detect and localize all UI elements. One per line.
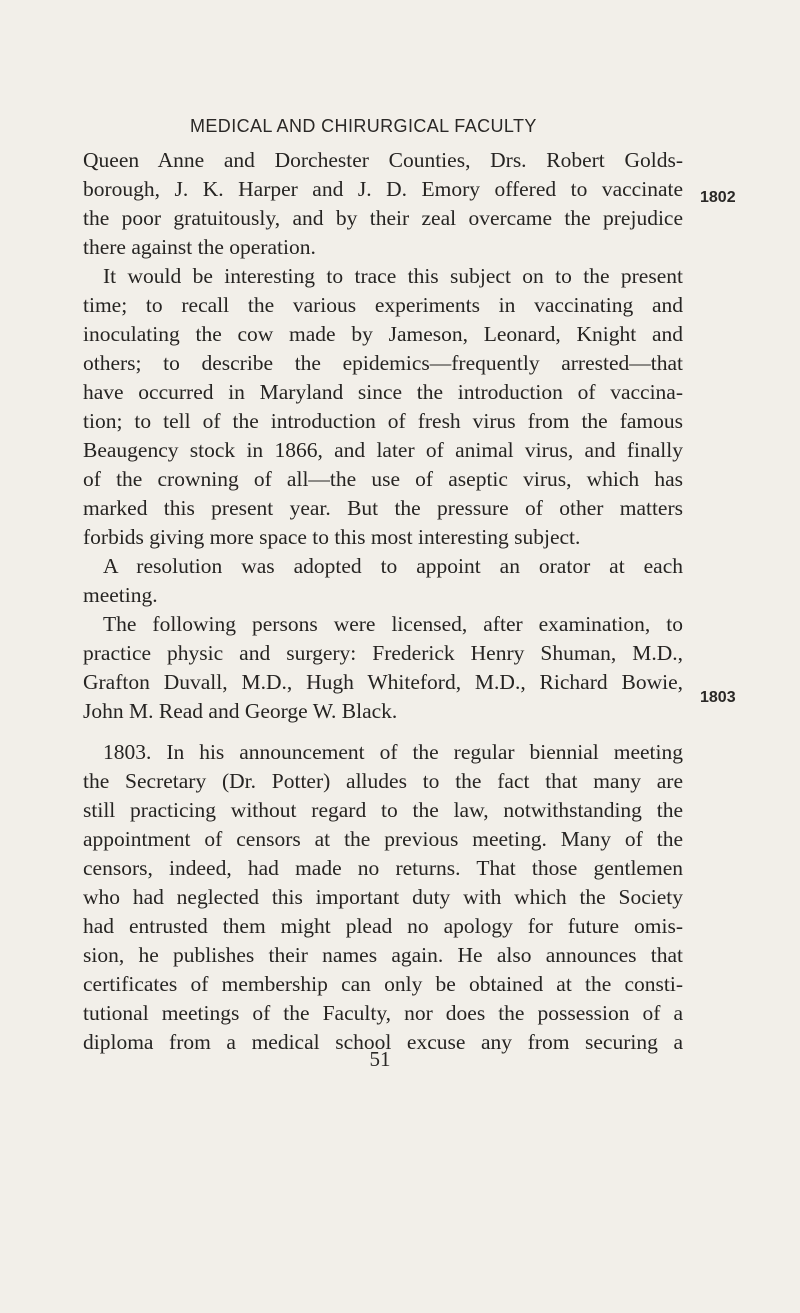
text-line: tutional meetings of the Faculty, nor does the possession of a bbox=[83, 1001, 683, 1025]
body-text bbox=[83, 146, 683, 1057]
text-line: sion, he publishes their names again. He also announces that bbox=[83, 943, 683, 967]
text-line: It would be interesting to trace this subject on to the present bbox=[103, 264, 683, 288]
paragraph bbox=[83, 146, 683, 262]
text-line: Grafton Duvall, M.D., Hugh Whiteford, M.D., Richard Bowie, bbox=[83, 670, 683, 694]
text-line: have occurred in Maryland since the introduction of vaccina- bbox=[83, 380, 683, 404]
text-line: diploma from a medical school excuse any from securing a bbox=[83, 1030, 683, 1054]
text-line: tion; to tell of the introduction of fresh virus from the famous bbox=[83, 409, 683, 433]
page-number: 51 bbox=[369, 1047, 391, 1071]
text-line: of the crowning of all—the use of aseptic virus, which has bbox=[83, 467, 683, 491]
text-line: certificates of membership can only be obtained at the consti- bbox=[83, 972, 683, 996]
text-line: meeting. bbox=[83, 583, 158, 607]
text-line: The following persons were licensed, after examination, to bbox=[103, 612, 683, 636]
paragraph bbox=[83, 262, 683, 552]
paragraph bbox=[83, 610, 683, 726]
text-line: appointment of censors at the previous meeting. Many of the bbox=[83, 827, 683, 851]
text-line: still practicing without regard to the law, notwithstanding the bbox=[83, 798, 683, 822]
text-line: had entrusted them might plead no apology for future omis- bbox=[83, 914, 683, 938]
text-line: time; to recall the various experiments in vaccinating and bbox=[83, 293, 683, 317]
paragraph bbox=[83, 552, 683, 610]
text-line: borough, J. K. Harper and J. D. Emory offered to vaccinate bbox=[83, 177, 683, 201]
text-line: practice physic and surgery: Frederick Henry Shuman, M.D., bbox=[83, 641, 683, 665]
margin-note-year: 1803 bbox=[700, 689, 736, 706]
text-line: Queen Anne and Dorchester Counties, Drs. Robert Golds- bbox=[83, 148, 683, 172]
text-line: others; to describe the epidemics—frequently arrested—that bbox=[83, 351, 683, 375]
text-line: 1803. In his announcement of the regular biennial meeting bbox=[103, 740, 683, 764]
margin-note-year: 1802 bbox=[700, 189, 736, 206]
text-line: who had neglected this important duty with which the Society bbox=[83, 885, 683, 909]
text-line: forbids giving more space to this most interesting subject. bbox=[83, 525, 581, 549]
text-line: A resolution was adopted to appoint an orator at each bbox=[103, 554, 683, 578]
running-head: MEDICAL AND CHIRURGICAL FACULTY bbox=[190, 116, 537, 136]
text-line: the poor gratuitously, and by their zeal overcame the prejudice bbox=[83, 206, 683, 230]
text-line: Beaugency stock in 1866, and later of animal virus, and finally bbox=[83, 438, 683, 462]
text-line: censors, indeed, had made no returns. That those gentlemen bbox=[83, 856, 683, 880]
paragraph bbox=[83, 738, 683, 1057]
text-line: John M. Read and George W. Black. bbox=[83, 699, 398, 723]
text-line: there against the operation. bbox=[83, 235, 316, 259]
text-line: the Secretary (Dr. Potter) alludes to the fact that many are bbox=[83, 769, 683, 793]
text-line: inoculating the cow made by Jameson, Leonard, Knight and bbox=[83, 322, 683, 346]
text-line: marked this present year. But the pressure of other matters bbox=[83, 496, 683, 520]
